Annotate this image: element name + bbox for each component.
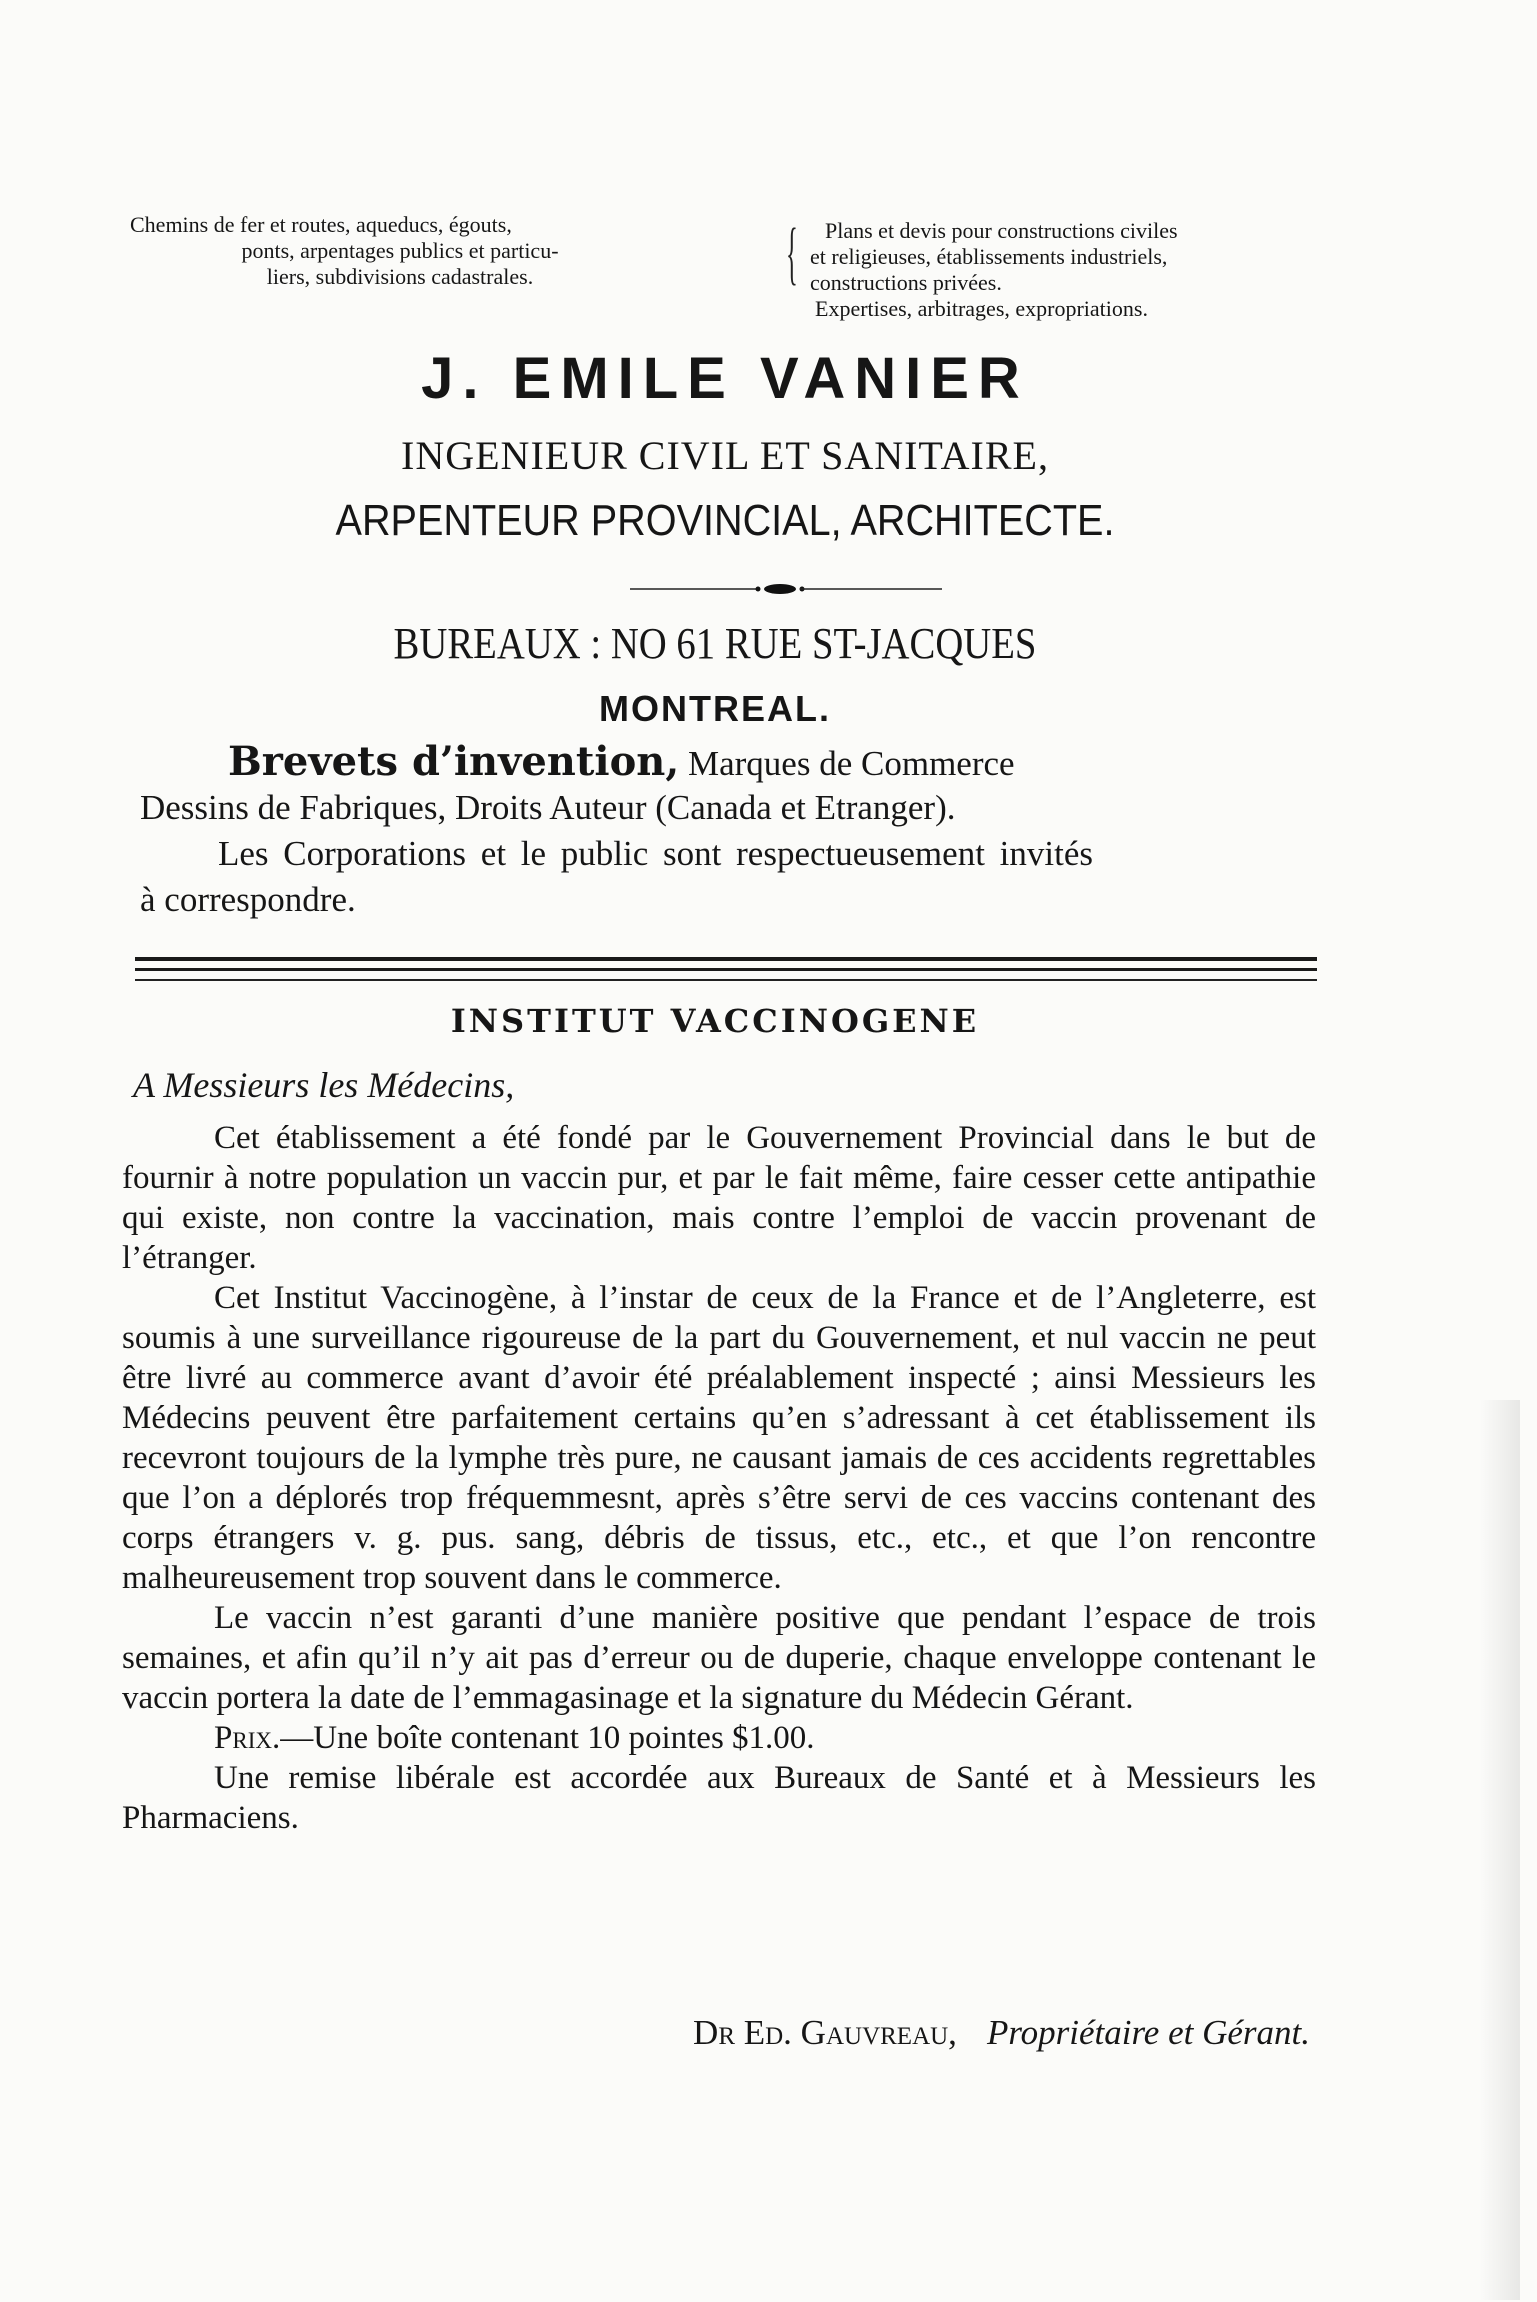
header-right-line: Plans et devis pour constructions civiles (825, 218, 1178, 243)
divider-rule (135, 957, 1317, 961)
divider-rule (135, 968, 1317, 971)
body-paragraph: Cet Institut Vaccinogène, à l’instar de ceux de la France et de l’Angleterre, est soumis à une surveillance rigoureuse de la part du Gouvernement, et nul vaccin ne peut être livré au commerce avant d’avoir été préalablement inspecté ; ainsi Messieurs les Médecins peuvent être parfaitement certains qu’en s’adressant à cet établissement ils recevront toujours de la lymphe très pure, ne causant jamais de ces accidents regrettables que l’on a déplorés trop fréquemmesnt, après s’être servi de ces vaccins contenant des corps étrangers v. g. pus. sang, débris de tissus, etc., etc., et que l’on rencontre malheureusement trop souvent dans le commerce. (122, 1280, 1316, 1596)
discount-line: Une remise libérale est accordée aux Bureaux de Santé et à Messieurs les Pharmaciens. (122, 1760, 1316, 1836)
header-right-line: et religieuses, établissements industriels, (810, 244, 1168, 269)
body-paragraph: Le vaccin n’est garanti d’une manière positive que pendant l’espace de trois semaines, et afin qu’il n’y ait pas d’erreur ou de duperie, chaque enveloppe contenant le vaccin portera la date de l’emmagasinage et la signature du Médecin Gérant. (122, 1600, 1316, 1716)
header-left-line: ponts, arpentages publics et particu- (241, 238, 559, 263)
price-text: —Une boîte contenant 10 pointes $1.00. (280, 1720, 815, 1756)
price-label: Prix. (214, 1720, 281, 1756)
patents-lead: Brevets d’invention, (228, 738, 680, 785)
header-left-line: Chemins de fer et routes, aqueducs, égouts, (130, 212, 512, 237)
professional-title-2: ARPENTEUR PROVINCIAL, ARCHITECTE. (335, 496, 1115, 545)
signature-name: Dr Ed. Gauvreau, (693, 2013, 957, 2052)
page-edge-shadow (1480, 1400, 1520, 2300)
header-right-line: constructions privées. (810, 270, 1002, 295)
header-left-block (130, 212, 670, 290)
company-name: J. EMILE VANIER (421, 346, 1029, 411)
header-left-line: liers, subdivisions cadastrales. (266, 264, 534, 289)
header-right-line: Expertises, arbitrages, expropriations. (815, 296, 1148, 321)
institute-body (122, 1118, 1316, 1838)
signature-line (520, 2013, 1310, 2053)
patents-line (228, 740, 1015, 786)
professional-title: INGENIEUR CIVIL ET SANITAIRE, (401, 433, 1049, 478)
curly-brace-icon: { (786, 215, 798, 292)
ornament-divider-icon (630, 583, 942, 595)
body-paragraph: Cet établissement a été fondé par le Gouvernement Provincial dans le but de fournir à notre population un vaccin pur, et par le fait même, faire cesser cette antipathie qui existe, non contre la vaccination, mais contre l’emploi de vaccin provenant de l’étranger. (122, 1120, 1316, 1276)
patents-rest: Marques de Commerce (679, 744, 1015, 783)
patents-line-2: Dessins de Fabriques, Droits Auteur (Canada et Etranger). (140, 788, 956, 827)
institute-title: INSTITUT VACCINOGENE (450, 1002, 980, 1040)
patents-line-4: à correspondre. (140, 880, 356, 919)
price-line (122, 1718, 1316, 1758)
office-address: BUREAUX : NO 61 RUE ST-JACQUES (393, 619, 1037, 668)
patents-line-3: Les Corporations et le public sont respectueusement invités (218, 834, 1093, 873)
header-right-block (810, 218, 1330, 322)
divider-rule (135, 979, 1317, 981)
signature-role: Propriétaire et Gérant. (986, 2013, 1310, 2052)
salutation: A Messieurs les Médecins, (133, 1065, 515, 1105)
city-name: MONTREAL. (599, 688, 831, 729)
